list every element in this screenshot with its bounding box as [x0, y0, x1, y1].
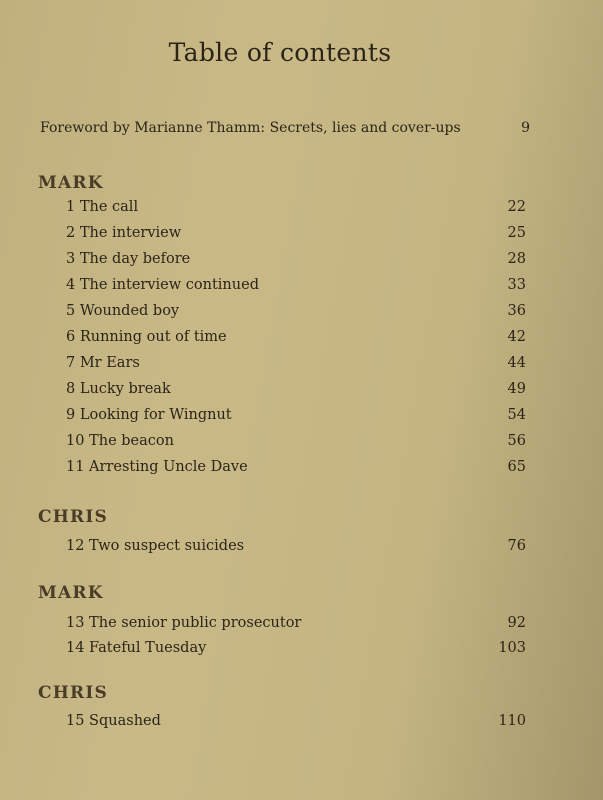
entry-page: 22	[507, 199, 526, 215]
toc-entry	[66, 407, 526, 423]
entry-page: 54	[507, 407, 526, 423]
entry-label: 3 The day before	[66, 251, 191, 267]
entry-label: 7 Mr Ears	[66, 355, 140, 371]
toc-entry	[66, 381, 526, 397]
toc-entry	[66, 355, 526, 371]
entry-page: 36	[507, 303, 526, 319]
entry-label: 12 Two suspect suicides	[66, 538, 245, 554]
page-title: Table of contents	[168, 38, 392, 67]
entry-label: 8 Lucky break	[66, 381, 171, 397]
entry-page: 42	[507, 329, 526, 345]
entry-page: 44	[507, 355, 526, 371]
toc-entry	[66, 225, 526, 241]
entry-page: 28	[507, 251, 526, 267]
foreword-label: Foreword by Marianne Thamm: Secrets, lies and cover-ups	[40, 120, 461, 136]
toc-entry	[66, 538, 526, 554]
entry-label: 6 Running out of time	[66, 329, 227, 345]
toc-entry	[66, 433, 526, 449]
entry-label: 5 Wounded boy	[66, 303, 180, 319]
toc-entry	[66, 459, 526, 475]
entry-label: 1 The call	[66, 199, 139, 215]
toc-entry	[66, 251, 526, 267]
section-heading: CHRIS	[38, 683, 108, 703]
entry-page: 56	[507, 433, 526, 449]
toc-entry	[66, 615, 526, 631]
toc-entry	[66, 277, 526, 293]
entry-page: 92	[507, 615, 526, 631]
entry-page: 25	[507, 225, 526, 241]
section-heading: MARK	[38, 173, 104, 193]
toc-entry	[66, 713, 526, 729]
entry-label: 15 Squashed	[66, 713, 161, 729]
toc-entry	[66, 199, 526, 215]
toc-entry	[66, 329, 526, 345]
entry-page: 33	[507, 277, 526, 293]
section-heading: CHRIS	[38, 507, 108, 527]
entry-page: 76	[507, 538, 526, 554]
entry-label: 2 The interview	[66, 225, 182, 241]
section-heading: MARK	[38, 583, 104, 603]
toc-entry	[66, 640, 526, 656]
foreword-page: 9	[521, 120, 530, 136]
entry-page: 49	[507, 381, 526, 397]
entry-label: 9 Looking for Wingnut	[66, 407, 232, 423]
entry-label: 11 Arresting Uncle Dave	[66, 459, 248, 475]
entry-page: 103	[498, 640, 526, 656]
entry-page: 65	[507, 459, 526, 475]
entry-label: 4 The interview continued	[66, 277, 259, 293]
entry-label: 13 The senior public prosecutor	[66, 615, 302, 631]
entry-label: 10 The beacon	[66, 433, 174, 449]
toc-entry	[66, 303, 526, 319]
entry-page: 110	[498, 713, 526, 729]
toc-foreword	[40, 120, 530, 136]
entry-label: 14 Fateful Tuesday	[66, 640, 207, 656]
